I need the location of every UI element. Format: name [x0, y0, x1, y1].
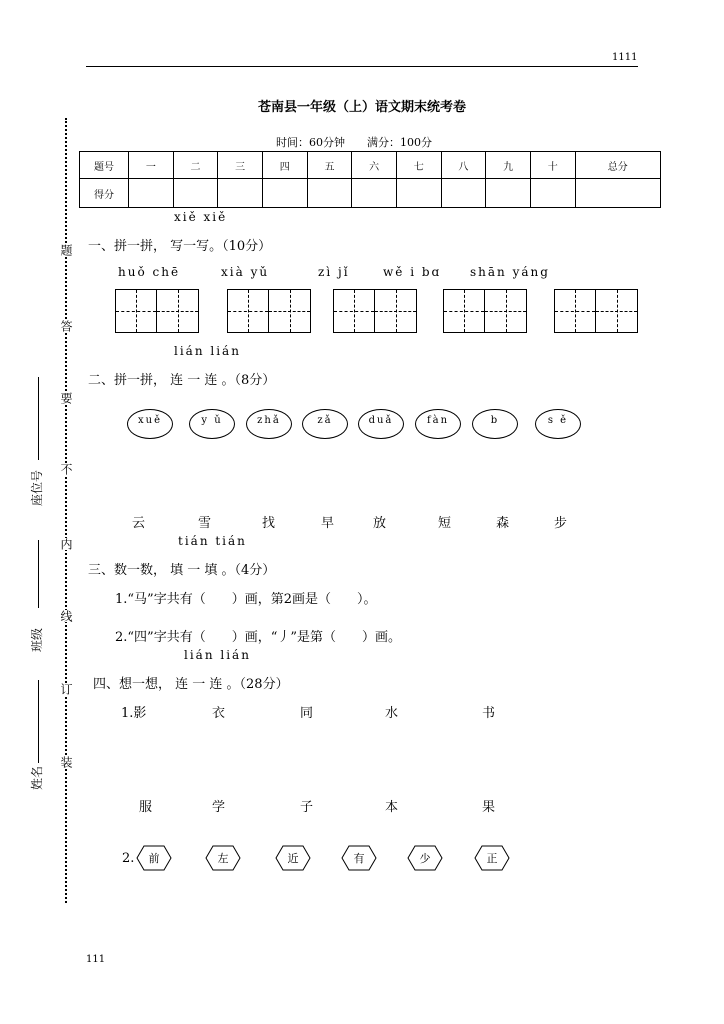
warn-char: 内 [59, 538, 73, 550]
score-col: 六 [352, 152, 397, 179]
hexagon-label: 正 [486, 852, 498, 865]
hanzi-option[interactable]: 森 [496, 516, 510, 531]
hexagon-char[interactable] [341, 845, 377, 871]
match-top-item[interactable]: 水 [385, 706, 399, 721]
score-cell[interactable] [396, 179, 441, 208]
score-cell[interactable] [218, 179, 263, 208]
syllable-oval[interactable]: fàn [415, 409, 461, 439]
warn-char: 装 [59, 756, 73, 768]
question-3-1: 1.“马”字共有（ ）画，第2画是（ ）。 [115, 592, 377, 607]
score-cell[interactable] [129, 179, 174, 208]
section3-heading: 三、数一数， 填 一 填 。（4分） [88, 563, 276, 578]
question-4-2-label: 2. [122, 851, 135, 866]
writing-grid[interactable] [333, 289, 417, 333]
hexagon-char[interactable] [136, 845, 172, 871]
score-col: 九 [486, 152, 531, 179]
class-label: 班级 [30, 627, 44, 652]
score-col: 五 [307, 152, 352, 179]
pinyin-word: zì jǐ [318, 265, 350, 279]
match-top-item[interactable]: 衣 [212, 706, 226, 721]
syllable-oval[interactable]: duǎ [358, 409, 404, 439]
match-bottom-item[interactable]: 学 [212, 800, 226, 815]
syllable-oval[interactable]: xuě [127, 409, 173, 439]
syllable-oval[interactable]: b [472, 409, 518, 439]
page-title: 苍南县一年级（上）语文期末统考卷 [257, 100, 466, 115]
score-cell[interactable] [262, 179, 307, 208]
hanzi-option[interactable]: 找 [262, 516, 276, 531]
score-col: 十 [530, 152, 575, 179]
match-top-item[interactable]: 书 [482, 706, 496, 721]
hexagon-label: 有 [353, 852, 365, 865]
match-bottom-item[interactable]: 果 [482, 800, 496, 815]
pinyin-word: shān yáng [470, 265, 550, 279]
page-number-top: 1111 [612, 52, 638, 63]
exam-info: 时间：60分钟 满分：100分 [276, 136, 432, 149]
score-col: 一 [129, 152, 174, 179]
score-cell[interactable] [173, 179, 218, 208]
hexagon-char[interactable] [275, 845, 311, 871]
writing-grid[interactable] [227, 289, 311, 333]
hanzi-option[interactable]: 放 [373, 516, 387, 531]
match-bottom-item[interactable]: 子 [300, 800, 314, 815]
section4-pinyin: lián lián [184, 648, 251, 662]
section3-pinyin: tián tián [178, 534, 247, 548]
writing-grid[interactable] [443, 289, 527, 333]
score-cell[interactable] [441, 179, 486, 208]
match-bottom-item[interactable]: 本 [385, 800, 399, 815]
page-number-bottom: 111 [86, 954, 106, 965]
warn-char: 要 [59, 392, 73, 404]
warn-char: 不 [59, 463, 73, 475]
hanzi-option[interactable]: 步 [554, 516, 568, 531]
section1-heading: 一、拼一拼， 写一写。（10分） [88, 239, 272, 254]
hexagon-label: 前 [148, 852, 160, 865]
warn-char: 线 [59, 610, 73, 622]
score-col: 二 [173, 152, 218, 179]
writing-grid[interactable] [554, 289, 638, 333]
score-table-header-label: 题号 [80, 152, 129, 179]
score-cell[interactable] [352, 179, 397, 208]
class-line[interactable] [38, 540, 39, 608]
hexagon-char[interactable] [205, 845, 241, 871]
pinyin-word: xià yǔ [221, 265, 270, 279]
syllable-oval[interactable]: y ǔ [189, 409, 235, 439]
hexagon-label: 近 [287, 852, 299, 865]
section4-heading: 四、想一想， 连 一 连 。（28分） [93, 677, 289, 692]
syllable-oval[interactable]: zhǎ [246, 409, 292, 439]
score-col: 七 [396, 152, 441, 179]
score-table-header-row [80, 152, 661, 179]
name-line[interactable] [38, 680, 39, 763]
seat-number-label: 座位号 [30, 469, 44, 506]
score-col: 八 [441, 152, 486, 179]
warn-char: 题 [59, 244, 73, 256]
seat-number-line[interactable] [38, 377, 39, 460]
binding-dotted-line [65, 118, 67, 903]
syllable-oval[interactable]: zǎ [302, 409, 348, 439]
score-col: 三 [218, 152, 263, 179]
hanzi-option[interactable]: 短 [438, 516, 452, 531]
section2-heading: 二、拼一拼， 连 一 连 。（8分） [88, 373, 276, 388]
hanzi-option[interactable]: 云 [132, 516, 146, 531]
section1-pinyin: xiě xiě [174, 210, 228, 224]
score-table-score-row [80, 179, 661, 208]
pinyin-word: huǒ chē [118, 265, 181, 279]
score-cell[interactable] [530, 179, 575, 208]
hexagon-label: 左 [217, 852, 229, 865]
match-bottom-item[interactable]: 服 [139, 800, 153, 815]
score-cell[interactable] [575, 179, 660, 208]
hexagon-char[interactable] [474, 845, 510, 871]
warn-char: 订 [59, 683, 73, 695]
writing-grid[interactable] [115, 289, 199, 333]
question-3-2: 2.“四”字共有（ ）画，“丿”是第（ ）画。 [115, 630, 401, 645]
warn-char: 答 [59, 320, 73, 332]
pinyin-word: wě i bɑ [383, 265, 442, 279]
score-table [79, 151, 661, 208]
hexagon-label: 少 [419, 852, 431, 865]
match-top-item[interactable]: 同 [300, 706, 314, 721]
score-table-row-label: 得分 [80, 179, 129, 208]
match-top-item[interactable]: 1.影 [121, 706, 147, 721]
name-label: 姓名 [30, 765, 44, 790]
section2-pinyin: lián lián [174, 344, 241, 358]
score-cell[interactable] [486, 179, 531, 208]
syllable-oval[interactable]: s ě [535, 409, 581, 439]
score-col-total: 总分 [575, 152, 660, 179]
hanzi-option[interactable]: 早 [321, 516, 335, 531]
score-cell[interactable] [307, 179, 352, 208]
hexagon-char[interactable] [407, 845, 443, 871]
header-rule [86, 66, 638, 67]
hanzi-option[interactable]: 雪 [198, 516, 212, 531]
score-col: 四 [262, 152, 307, 179]
